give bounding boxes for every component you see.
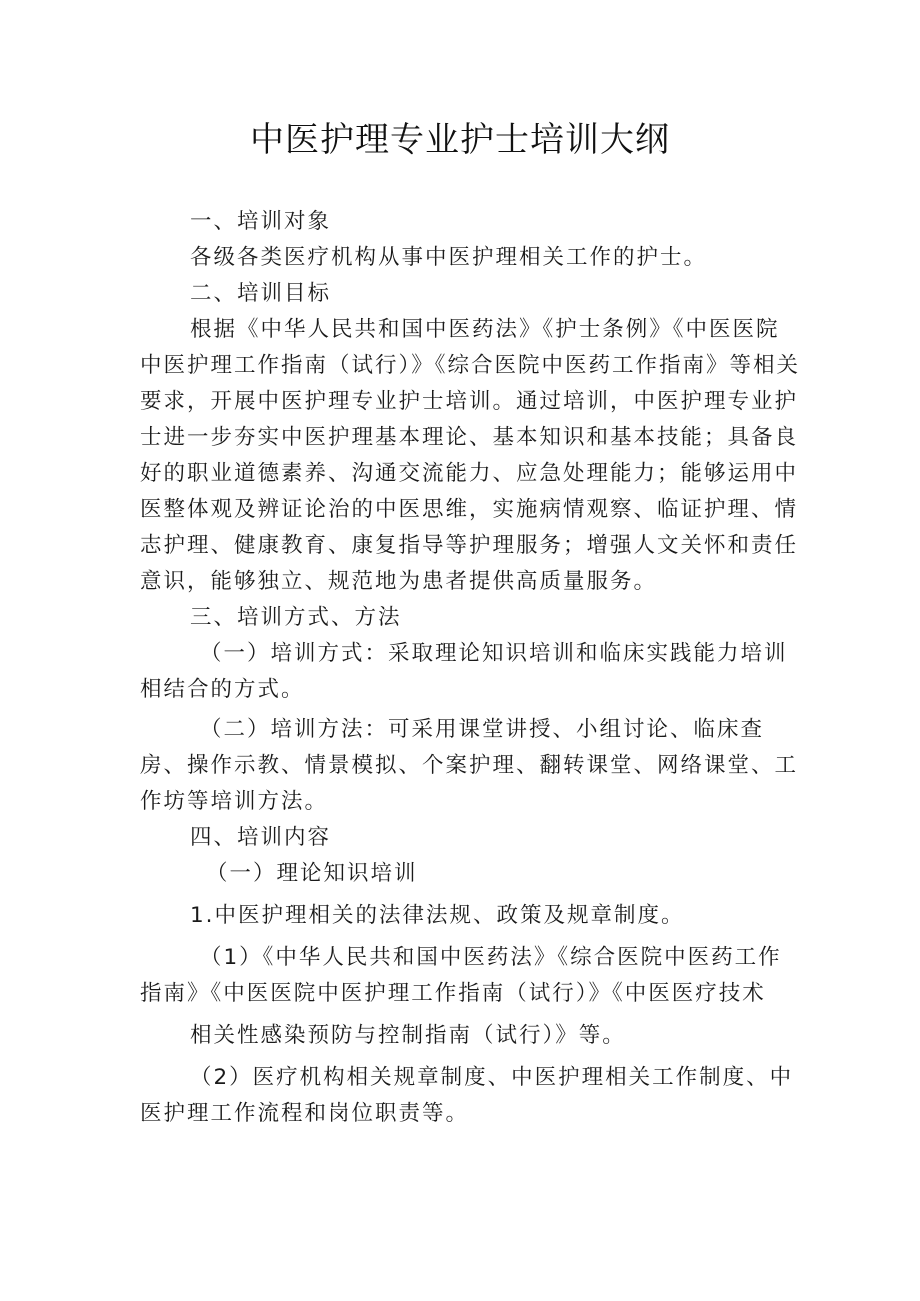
list-item-laws-sub2: （2）医疗机构相关规章制度、中医护理相关工作制度、中医护理工作流程和岗位职责等。 — [140, 1065, 794, 1126]
list-item-laws-sub1-continued: 相关性感染预防与控制指南（试行）》等。 — [190, 1023, 626, 1048]
paragraph-training-mode: （一）培训方式：采取理论知识培训和临床实践能力培训相结合的方式。 — [140, 641, 788, 702]
section-heading-training-method: 三、培训方式、方法 — [190, 605, 402, 630]
list-item-laws-sub1: （1）《中华人民共和国中医药法》《综合医院中医药工作指南》《中医医院中医护理工作指南（试行）》《中医医疗技术 — [140, 945, 782, 1006]
section-heading-training-content: 四、培训内容 — [190, 825, 332, 850]
paragraph-training-approach: （二）培训方法：可采用课堂讲授、小组讨论、临床查房、操作示教、情景模拟、个案护理、翻转课堂、网络课堂、工作坊等培训方法。 — [140, 717, 799, 814]
document-title: 中医护理专业护士培训大纲 — [250, 120, 670, 160]
subsection-heading-theory: （一）理论知识培训 — [206, 861, 418, 886]
section-heading-training-goal: 二、培训目标 — [190, 281, 332, 306]
document-body — [140, 204, 800, 1132]
section-heading-training-target: 一、培训对象 — [190, 209, 332, 234]
list-item-laws: 1.中医护理相关的法律法规、政策及规章制度。 — [190, 903, 685, 928]
paragraph-training-goal: 根据《中华人民共和国中医药法》《护士条例》《中医医院中医护理工作指南（试行）》《综合医院中医药工作指南》等相关要求，开展中医护理专业护士培训。通过培训，中医护理专业护士进一步夯实中医护理基本理论、基本知识和基本技能；具备良好的职业道德素养、沟通交流能力、应急处理能力；能够运用中医整体观及辨证论治的中医思维，实施病情观察、临证护理、情志护理、健康教育、康复指导等护理服务；增强人文关怀和责任意识，能够独立、规范地为患者提供高质量服务。 — [140, 317, 801, 594]
paragraph-training-target: 各级各类医疗机构从事中医护理相关工作的护士。 — [190, 245, 708, 270]
